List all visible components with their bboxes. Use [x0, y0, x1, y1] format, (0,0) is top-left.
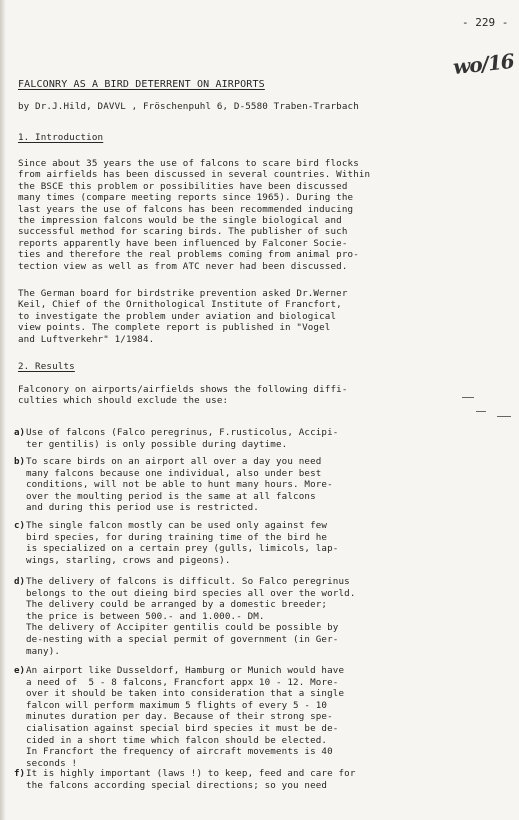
- paragraph-line: successful method for scaring birds. The publisher of such: [18, 226, 348, 238]
- paragraph-line: many times (compare meeting reports since 1965). During the: [18, 192, 354, 204]
- list-item-line: cided in a short time which falcon should be elected.: [26, 734, 328, 746]
- list-item-line: belongs to the out dieing bird species all over the world.: [26, 587, 356, 599]
- paragraph-line: the BSCE this problem or possibilities have been discussed: [18, 180, 348, 192]
- page-binding-shadow: [0, 0, 6, 820]
- paragraph-line: last years the use of falcons has been recommended inducing: [18, 203, 354, 215]
- paragraph-line: to investigate the problem under aviation and biological: [18, 310, 337, 322]
- paragraph-line: The German board for birdstrike prevention asked Dr.Werner: [18, 288, 348, 299]
- list-item-line: wings, starling, crows and pigeons).: [26, 554, 231, 566]
- list-item-line: a need of 5 - 8 falcons, Francfort appx 10 - 12. More-: [26, 676, 339, 688]
- list-item-line: minutes duration per day. Because of their strong spe-: [26, 711, 333, 723]
- list-item-line: bird species, for during training time of the bird he: [26, 531, 328, 543]
- list-item-line: Use of falcons (Falco peregrinus, F.rusticolus, Accipi-: [26, 427, 339, 438]
- list-item-line: In Francfort the frequency of aircraft movements is 40: [26, 746, 333, 758]
- document-title: FALCONRY AS A BIRD DETERRENT ON AIRPORTS: [18, 79, 265, 90]
- list-item-line: is specialized on a certain prey (gulls, limicols, lap-: [26, 543, 339, 555]
- list-item-line: The delivery could be arranged by a domestic breeder;: [26, 599, 328, 611]
- list-item-line: ter gentilis) is only possible during daytime.: [26, 438, 288, 450]
- paragraph-line: Falconory on airports/airfields shows the following diffi-: [18, 384, 348, 395]
- paragraph-line: the impression falcons would be the single biological and: [18, 215, 342, 226]
- list-item-line: the falcons according special directions; so you need: [26, 779, 328, 791]
- list-item-line: over it should be taken into consideration that a single: [26, 688, 345, 700]
- list-marker: e): [14, 665, 26, 676]
- list-marker: f): [14, 768, 26, 779]
- handwritten-annotation: wo/16: [451, 48, 515, 80]
- list-item-line: The delivery of falcons is difficult. So Falco peregrinus: [26, 576, 350, 587]
- list-item-line: de-nesting with a special permit of government (in Ger-: [26, 634, 339, 645]
- margin-mark: [462, 397, 474, 398]
- paragraph-line: reports apparently have been influenced by Falconer Socie-: [18, 237, 348, 249]
- section-heading: 1. Introduction: [18, 132, 104, 143]
- paragraph-line: and Luftverkehr" 1/1984.: [18, 333, 155, 345]
- list-item-line: the price is between 500.- and 1.000.- DM.: [26, 610, 265, 622]
- paragraph-line: tection view as well as from ATC never had been discussed.: [18, 260, 348, 272]
- list-item-line: The single falcon mostly can be used only against few: [26, 520, 328, 531]
- list-item-line: An airport like Dusseldorf, Hamburg or Munich would have: [26, 665, 345, 676]
- list-item-line: and during this period use is restricted.: [26, 502, 259, 514]
- paragraph-line: from airfields has been discussed in several countries. Within: [18, 169, 371, 181]
- list-item-line: conditions, will not be able to hunt many hours. More-: [26, 479, 333, 491]
- list-marker: c): [14, 520, 26, 531]
- list-item-line: many).: [26, 645, 61, 657]
- list-item-line: It is highly important (laws !) to keep, feed and care for: [26, 768, 356, 779]
- list-item-line: many falcons because one individual, also under best: [26, 467, 322, 479]
- page-number: - 229 -: [462, 16, 509, 29]
- list-item-line: cialisation against special bird species it must be de-: [26, 723, 339, 734]
- list-item-line: falcon will perform maximum 5 flights of every 5 - 10: [26, 699, 328, 711]
- list-item-line: The delivery of Accipiter gentilis could be possible by: [26, 622, 339, 634]
- list-marker: d): [14, 576, 26, 587]
- list-item-line: To scare birds on an airport all over a day you need: [26, 456, 322, 467]
- list-marker: a): [14, 427, 26, 438]
- list-item-line: seconds !: [26, 757, 78, 769]
- paragraph-line: ties and therefore the real problems coming from animal pro-: [18, 249, 359, 261]
- paragraph-line: Since about 35 years the use of falcons to scare bird flocks: [18, 158, 359, 169]
- list-item-line: over the moulting period is the same at all falcons: [26, 490, 316, 502]
- margin-mark: [476, 411, 486, 412]
- paragraph-line: culties which should exclude the use:: [18, 395, 229, 407]
- margin-mark: [497, 416, 511, 417]
- paragraph-line: view points. The complete report is published in "Vogel: [18, 322, 331, 334]
- list-marker: b): [14, 456, 26, 467]
- section-heading: 2. Results: [18, 361, 75, 372]
- author-line: by Dr.J.Hild, DAVVL , Fröschenpuhl 6, D-5580 Traben-Trarbach: [18, 101, 359, 112]
- paragraph-line: Keil, Chief of the Ornithological Institute of Francfort,: [18, 299, 342, 311]
